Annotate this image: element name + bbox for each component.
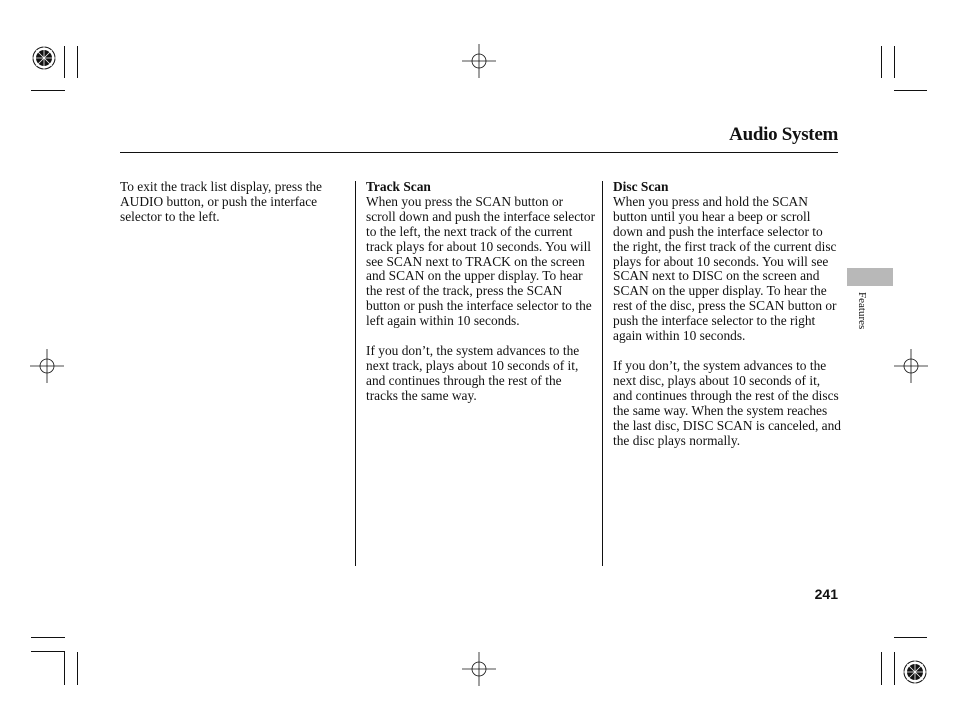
body-paragraph: To exit the track list display, press the AUDIO button, or push the interface selector to the left. (120, 179, 322, 224)
crop-mark (894, 652, 895, 685)
crop-mark (64, 652, 65, 685)
body-paragraph: When you press and hold the SCAN button until you hear a beep or scroll down and push the interface selector to the right, the first track of the current disc plays for about 10 seconds. You will see SCAN next to DISC on the screen and SCAN on the upper display. To hear the rest of the disc, press the SCAN button or push the interface selector to the right again within 10 seconds. (613, 193, 837, 344)
section-heading-track-scan: Track Scan (366, 179, 431, 194)
crop-mark (881, 46, 882, 78)
section-tab-label: Features (856, 292, 868, 330)
page-title: Audio System (729, 124, 838, 145)
column-right (613, 180, 841, 448)
column-divider (602, 181, 603, 566)
column-left (120, 180, 342, 225)
crop-mark (881, 652, 882, 685)
registration-target-icon (902, 659, 928, 685)
crop-mark (894, 46, 895, 78)
crop-mark (77, 46, 78, 78)
section-heading-disc-scan: Disc Scan (613, 179, 669, 194)
page-number: 241 (814, 586, 838, 602)
column-divider (355, 181, 356, 566)
crosshair-icon (462, 652, 496, 686)
body-paragraph: If you don’t, the system advances to the next track, plays about 10 seconds of it, and continues through the rest of the tracks the same way. (366, 343, 580, 403)
header-rule (120, 152, 838, 153)
crosshair-icon (894, 349, 928, 383)
registration-target-icon (31, 45, 57, 71)
crop-mark (64, 46, 65, 78)
crop-mark (31, 651, 65, 652)
crosshair-icon (30, 349, 64, 383)
crop-mark (894, 637, 927, 638)
section-tab (847, 268, 893, 286)
body-paragraph: If you don’t, the system advances to the next disc, plays about 10 seconds of it, and continues through the rest of the discs the same way. When the system reaches the last disc, DISC SCAN is canceled, and the disc plays normally. (613, 357, 841, 448)
crop-mark (31, 90, 65, 91)
column-middle (366, 180, 596, 404)
crosshair-icon (462, 44, 496, 78)
crop-mark (894, 90, 927, 91)
body-paragraph: When you press the SCAN button or scroll down and push the interface selector to the left, the next track of the current track plays for about 10 seconds. You will see SCAN next to TRACK on the screen and SCAN on the upper display. To hear the rest of the track, press the SCAN button or push the interface selector to the left again within 10 seconds. (366, 193, 596, 329)
crop-mark (31, 637, 65, 638)
crop-mark (77, 652, 78, 685)
